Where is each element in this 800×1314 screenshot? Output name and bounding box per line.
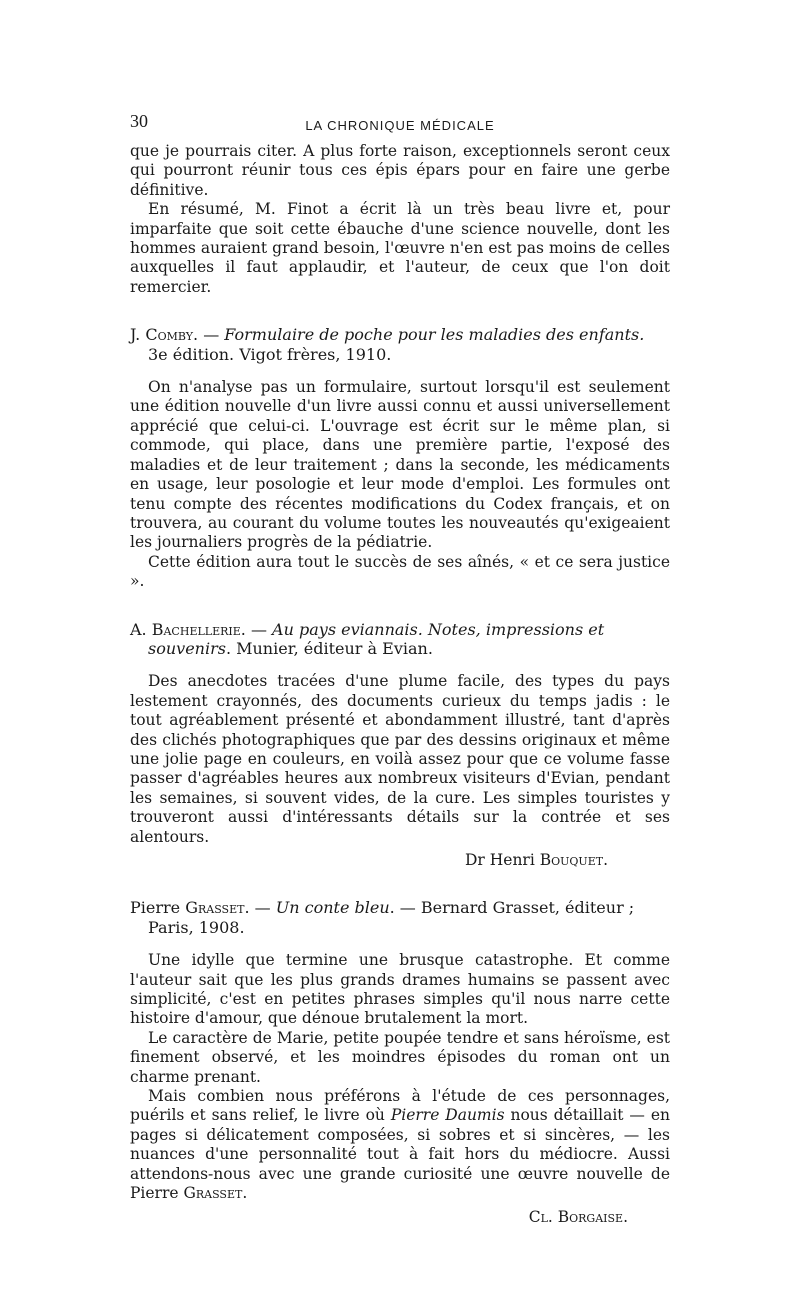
separator: . — bbox=[244, 898, 276, 918]
author-initial: J. bbox=[130, 325, 146, 345]
page-number: 30 bbox=[130, 111, 148, 131]
paragraph: On n'analyse pas un formulaire, surtout lorsqu'il est seulement une édition nouvelle d'un livre aussi connu et aussi universellement apprécié que celui-ci. L'ouvrage est écrit sur le même plan, si commode, qui place, dans une première partie, l'exposé des maladies et de leur traitement ; dans la seconde, les médicaments en usage, leur posologie et leur mode d'emploi. Les formules ont tenu compte des récentes modifications du Codex français, et on trouvera, au courant du volume toutes les nouveautés qu'exigeaient les journaliers progrès de la pédiatrie. bbox=[130, 378, 670, 552]
separator: . — bbox=[193, 325, 225, 345]
author-name: Grasset bbox=[183, 1184, 243, 1203]
signature-name: Bouquet. bbox=[539, 851, 608, 869]
review-bachellerie bbox=[130, 620, 670, 871]
separator: . — bbox=[240, 619, 273, 639]
book-title: Au pays eviannais. Notes, impressions et souvenirs bbox=[148, 619, 605, 658]
signature: Cl. Borgaise. bbox=[528, 1207, 628, 1226]
paragraph: Une idylle que termine une brusque catastrophe. Et comme l'auteur sait que les plus grands drames humains se passent avec simplicité, c'est en petites phrases simples qu'il nous narre cette histoire d'amour, que dénoue brutalement la mort. bbox=[130, 951, 670, 1028]
author-initial: A. bbox=[130, 619, 152, 639]
author-name: Grasset bbox=[185, 898, 245, 918]
citation bbox=[130, 325, 670, 364]
review-comby bbox=[130, 325, 670, 591]
text-run: Mais combien nous préférons à l'étude de ces personnages, puérils et sans relief, le livre où bbox=[130, 1087, 670, 1125]
author-name: Comby bbox=[145, 325, 194, 345]
page bbox=[130, 110, 670, 1227]
text-run: nous détaillait — en pages si délicatement composées, si sobres et si sincères, — les nuances d'une personnalité tout à fait hors du médiocre. Aussi attendons-nous avec une grande curiosité une œuvre nouvelle de Pierre bbox=[130, 1106, 670, 1203]
running-title: LA CHRONIQUE MÉDICALE bbox=[305, 118, 495, 133]
paragraph: Cette édition aura tout le succès de ses aînés, « et ce sera justice ». bbox=[130, 552, 670, 591]
publication: . — Bernard Grasset, éditeur ; Paris, 1908. bbox=[148, 898, 635, 937]
signature bbox=[130, 851, 670, 870]
edition: 3e bbox=[148, 344, 168, 364]
italic-title: Pierre Daumis bbox=[390, 1106, 505, 1125]
publication: édition. Vigot frères, 1910. bbox=[167, 344, 392, 364]
citation bbox=[130, 620, 670, 659]
review-grasset bbox=[130, 898, 670, 1227]
signature-prefix: Dr Henri bbox=[465, 851, 540, 869]
intro-section bbox=[130, 142, 670, 297]
paragraph: En résumé, M. Finot a écrit là un très beau livre et, pour imparfaite que soit cette ébauche d'une science nouvelle, dont les hommes auraient grand besoin, l'œuvre n'en est pas moins de celles auxquelles il faut applaudir, et l'auteur, de ceux que l'on doit remercier. bbox=[130, 200, 670, 296]
author-first: Pierre bbox=[130, 898, 186, 918]
paragraph bbox=[130, 1087, 670, 1203]
paragraph: que je pourrais citer. A plus forte raison, exceptionnels seront ceux qui pourront réunir tous ces épis épars pour en faire une gerbe définitive. bbox=[130, 142, 670, 199]
citation bbox=[130, 898, 670, 937]
publication: . Munier, éditeur à Evian. bbox=[225, 638, 433, 658]
book-title: Formulaire de poche pour les maladies des enfants. bbox=[224, 325, 645, 345]
paragraph: Des anecdotes tracées d'une plume facile, des types du pays lestement crayonnés, des documents curieux du temps jadis : le tout agréablement présenté et abondamment illustré, tant d'après des clichés photographiques que par des dessins originaux et même une jolie page en couleurs, en voilà assez pour que ce volume fasse passer d'agréables heures aux nombreux visiteurs d'Evian, pendant les semaines, si souvent vides, de la cure. Les simples touristes y trouveront aussi d'intéressants détails sur la contrée et ses alentours. bbox=[130, 672, 670, 846]
author-name: Bachellerie bbox=[151, 619, 241, 639]
book-title: Un conte bleu bbox=[275, 898, 390, 918]
paragraph: Le caractère de Marie, petite poupée tendre et sans héroïsme, est finement observé, et les moindres épisodes du roman ont un charme prenant. bbox=[130, 1028, 670, 1086]
page-header bbox=[130, 110, 670, 134]
text-run: . bbox=[242, 1184, 248, 1203]
